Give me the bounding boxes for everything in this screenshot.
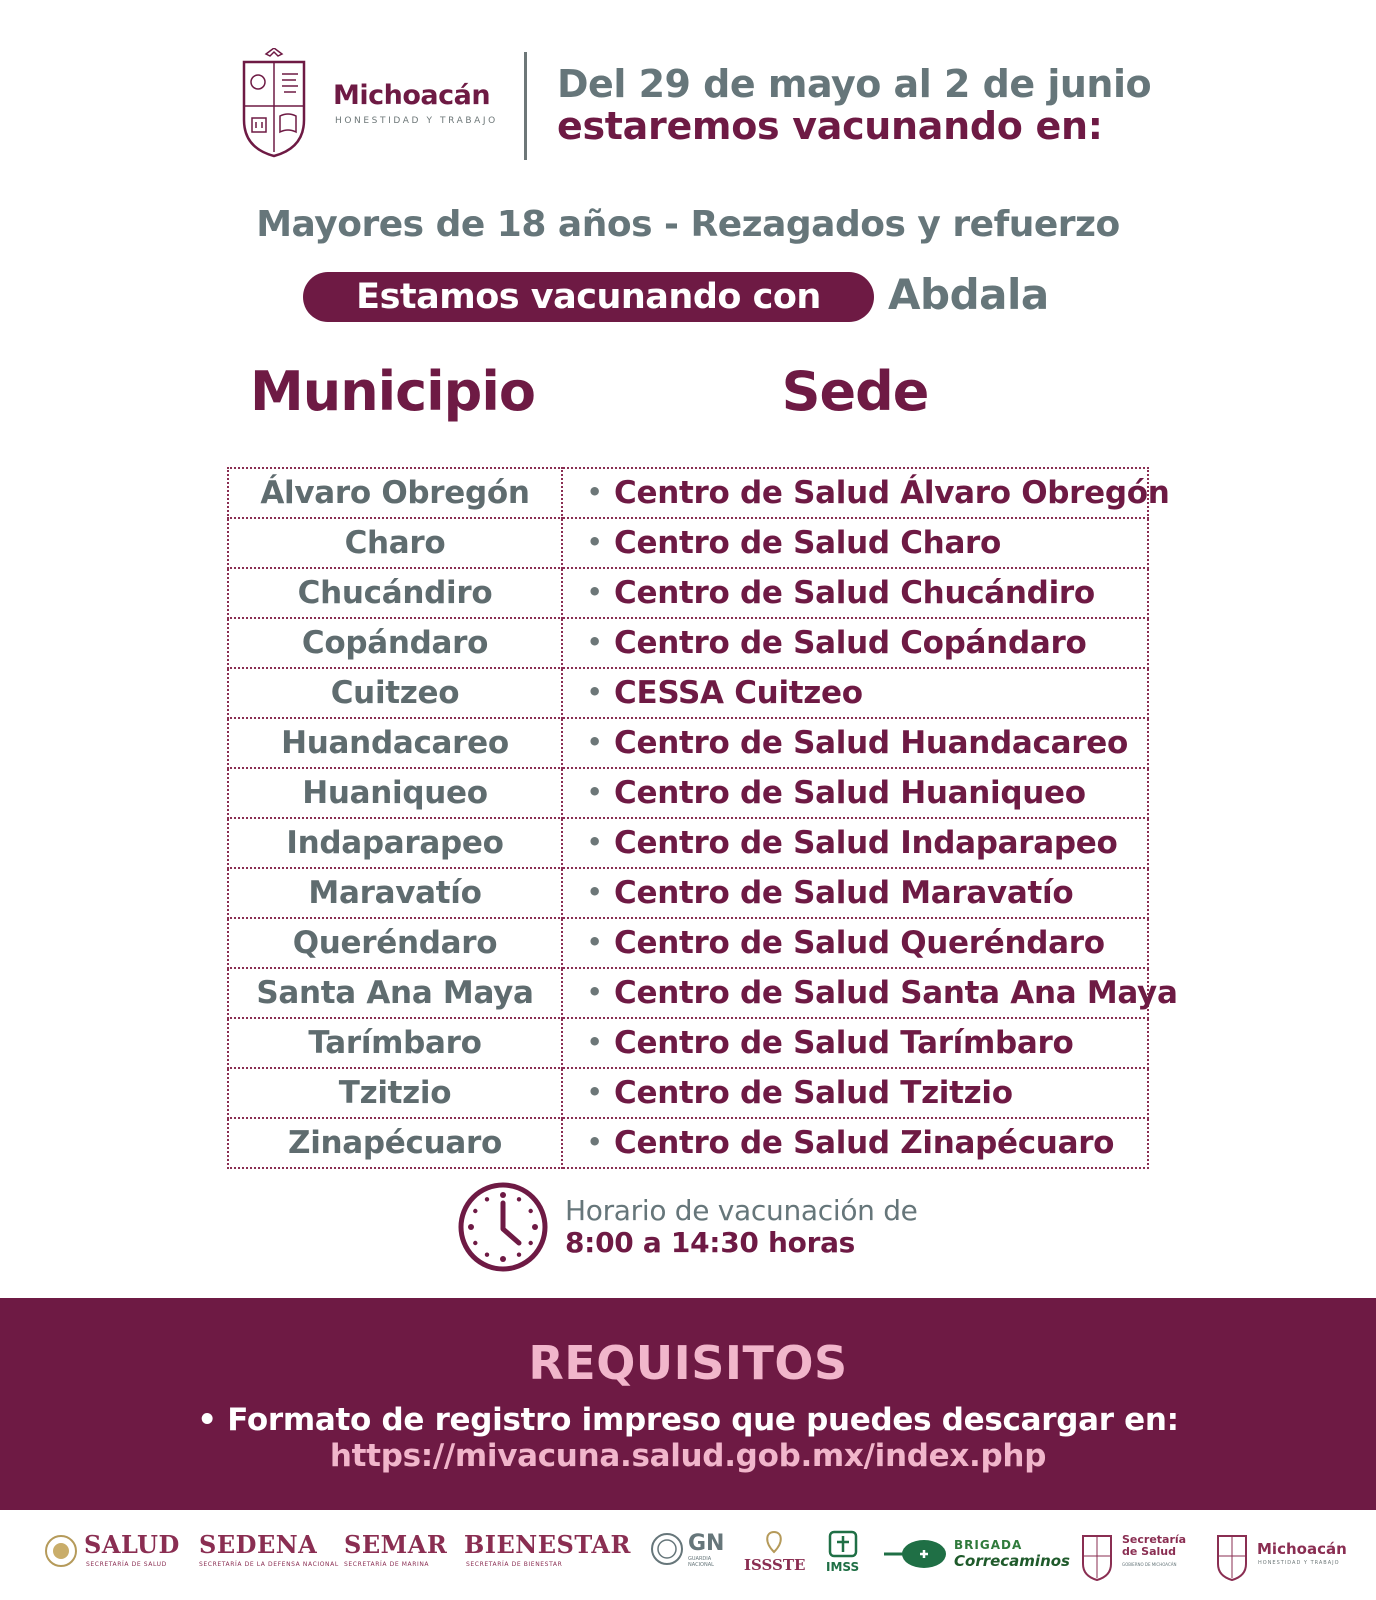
table-row	[228, 618, 1148, 668]
sede-cell	[562, 818, 1148, 868]
requirements-title: REQUISITOS	[528, 1336, 848, 1390]
sede-name: Centro de Salud Charo	[614, 525, 1002, 561]
municipio-cell: Tarímbaro	[228, 1018, 562, 1068]
sede-name: Centro de Salud Queréndaro	[614, 925, 1105, 961]
semar-logo-subtitle: SECRETARÍA DE MARINA	[344, 1561, 430, 1568]
hours-value: 8:00 a 14:30 horas	[565, 1226, 856, 1259]
municipio-cell: Zinapécuaro	[228, 1118, 562, 1168]
michoacan-shield-small-icon	[1215, 1530, 1249, 1582]
brigada-label: BRIGADA	[954, 1538, 1023, 1552]
secretaria-label: Secretaría	[1122, 1533, 1187, 1546]
state-motto: HONESTIDAD Y TRABAJO	[335, 116, 498, 126]
sede-name: Centro de Salud Tzitzio	[614, 1075, 1013, 1111]
bullet-icon: •	[587, 978, 603, 1006]
municipio-cell: Huaniqueo	[228, 768, 562, 818]
semar-logo	[344, 1530, 448, 1586]
secretaria-salud-michoacan-logo	[1080, 1530, 1200, 1586]
gn-logo-name: GN	[688, 1531, 725, 1556]
table-row	[228, 968, 1148, 1018]
gn-logo-subtitle: GUARDIA NACIONAL	[688, 1556, 714, 1568]
mexico-eagle-seal-icon	[44, 1534, 78, 1568]
table-row	[228, 918, 1148, 968]
municipio-cell: Indaparapeo	[228, 818, 562, 868]
sede-cell	[562, 768, 1148, 818]
sede-name: Centro de Salud Santa Ana Maya	[614, 975, 1178, 1011]
bullet-icon: •	[587, 578, 603, 606]
header-divider	[524, 52, 527, 160]
municipio-cell: Chucándiro	[228, 568, 562, 618]
gn-logo	[650, 1530, 730, 1586]
semar-logo-name: SEMAR	[344, 1530, 448, 1559]
column-header-municipio: Municipio	[250, 360, 535, 423]
brigada-correcaminos-logo	[882, 1530, 1070, 1586]
table-row	[228, 818, 1148, 868]
sede-name: Centro de Salud Tarímbaro	[614, 1025, 1074, 1061]
registration-url-link[interactable]: https://mivacuna.salud.gob.mx/index.php	[329, 1438, 1047, 1474]
vaccine-name: Abdala	[888, 270, 1049, 319]
sedena-logo	[199, 1530, 339, 1586]
bullet-icon: •	[587, 828, 603, 856]
sede-cell	[562, 868, 1148, 918]
sede-cell	[562, 618, 1148, 668]
table-row	[228, 518, 1148, 568]
sede-name: CESSA Cuitzeo	[614, 675, 863, 711]
bullet-icon: •	[587, 878, 603, 906]
municipio-cell: Huandacareo	[228, 718, 562, 768]
bullet-icon: •	[587, 478, 603, 506]
michoacan-footer-motto: HONESTIDAD Y TRABAJO	[1258, 1560, 1340, 1566]
municipio-cell: Queréndaro	[228, 918, 562, 968]
secretaria-subtitle: GOBIERNO DE MICHOACÁN	[1122, 1562, 1177, 1567]
clock-icon	[457, 1181, 549, 1273]
sede-cell	[562, 668, 1148, 718]
sede-cell	[562, 1018, 1148, 1068]
date-range: Del 29 de mayo al 2 de junio	[557, 62, 1152, 106]
vaccinating-at-heading: estaremos vacunando en:	[557, 104, 1103, 148]
salud-logo-subtitle: SECRETARÍA DE SALUD	[86, 1561, 167, 1568]
imss-logo-name: IMSS	[826, 1560, 860, 1574]
sedena-logo-name: SEDENA	[199, 1530, 318, 1559]
bullet-icon: •	[587, 928, 603, 956]
sede-name: Centro de Salud Maravatío	[614, 875, 1074, 911]
issste-emblem-icon	[760, 1530, 788, 1554]
sede-name: Centro de Salud Álvaro Obregón	[614, 475, 1170, 511]
municipio-cell: Copándaro	[228, 618, 562, 668]
sede-cell	[562, 1118, 1148, 1168]
sede-cell	[562, 718, 1148, 768]
imss-emblem-icon	[828, 1530, 858, 1558]
bullet-icon: •	[587, 728, 603, 756]
bullet-icon: •	[587, 778, 603, 806]
bullet-icon: •	[587, 628, 603, 656]
michoacan-coat-of-arms-icon	[238, 48, 310, 160]
salud-logo-name: SALUD	[84, 1530, 180, 1559]
table-row	[228, 468, 1148, 518]
municipio-cell: Cuitzeo	[228, 668, 562, 718]
column-header-sede: Sede	[781, 360, 929, 423]
bienestar-logo	[464, 1530, 631, 1586]
salud-logo	[44, 1530, 184, 1586]
bullet-icon: •	[587, 1128, 603, 1156]
sedena-logo-subtitle: SECRETARÍA DE LA DEFENSA NACIONAL	[199, 1561, 339, 1568]
sede-cell	[562, 518, 1148, 568]
bullet-icon: •	[587, 1028, 603, 1056]
michoacan-shield-small-icon	[1080, 1530, 1114, 1582]
table-row	[228, 768, 1148, 818]
gn-seal-icon	[650, 1532, 684, 1566]
vaccination-sites-table	[227, 467, 1178, 1169]
sede-cell	[562, 468, 1170, 518]
bullet-icon: •	[587, 528, 603, 556]
table-row	[228, 1118, 1148, 1168]
sede-name: Centro de Salud Copándaro	[614, 625, 1087, 661]
bullet-icon: •	[587, 1078, 603, 1106]
sede-cell	[562, 918, 1148, 968]
sede-name: Centro de Salud Indaparapeo	[614, 825, 1118, 861]
michoacan-footer-name: Michoacán	[1257, 1540, 1347, 1558]
sede-name: Centro de Salud Huaniqueo	[614, 775, 1086, 811]
de-salud-label: de Salud	[1122, 1545, 1176, 1558]
table-row	[228, 718, 1148, 768]
municipio-cell: Maravatío	[228, 868, 562, 918]
sede-cell	[562, 968, 1178, 1018]
correcaminos-bird-icon	[882, 1536, 952, 1572]
sede-name: Centro de Salud Huandacareo	[614, 725, 1128, 761]
sede-name: Centro de Salud Zinapécuaro	[614, 1125, 1115, 1161]
municipio-cell: Tzitzio	[228, 1068, 562, 1118]
municipio-cell: Álvaro Obregón	[228, 468, 562, 518]
vaccine-pill: Estamos vacunando con	[303, 272, 874, 322]
issste-logo	[742, 1530, 808, 1586]
bienestar-logo-subtitle: SECRETARÍA DE BIENESTAR	[466, 1561, 563, 1568]
imss-logo	[824, 1530, 864, 1586]
table-row	[228, 1068, 1148, 1118]
sede-name: Centro de Salud Chucándiro	[614, 575, 1095, 611]
table-row	[228, 868, 1148, 918]
sede-cell	[562, 568, 1148, 618]
table-row	[228, 568, 1148, 618]
bienestar-logo-name: BIENESTAR	[464, 1530, 631, 1559]
requirements-item: • Formato de registro impreso que puedes descargar en:	[197, 1402, 1179, 1438]
hours-label: Horario de vacunación de	[565, 1194, 918, 1227]
state-name: Michoacán	[333, 80, 491, 111]
correcaminos-label: Correcaminos	[954, 1552, 1070, 1570]
bullet-icon: •	[587, 678, 603, 706]
michoacan-footer-logo	[1215, 1530, 1345, 1586]
municipio-cell: Charo	[228, 518, 562, 568]
table-row	[228, 1018, 1148, 1068]
audience-subtitle: Mayores de 18 años - Rezagados y refuerzo	[256, 204, 1120, 245]
municipio-cell: Santa Ana Maya	[228, 968, 562, 1018]
sede-cell	[562, 1068, 1148, 1118]
table-row	[228, 668, 1148, 718]
issste-logo-name: ISSSTE	[744, 1556, 806, 1574]
